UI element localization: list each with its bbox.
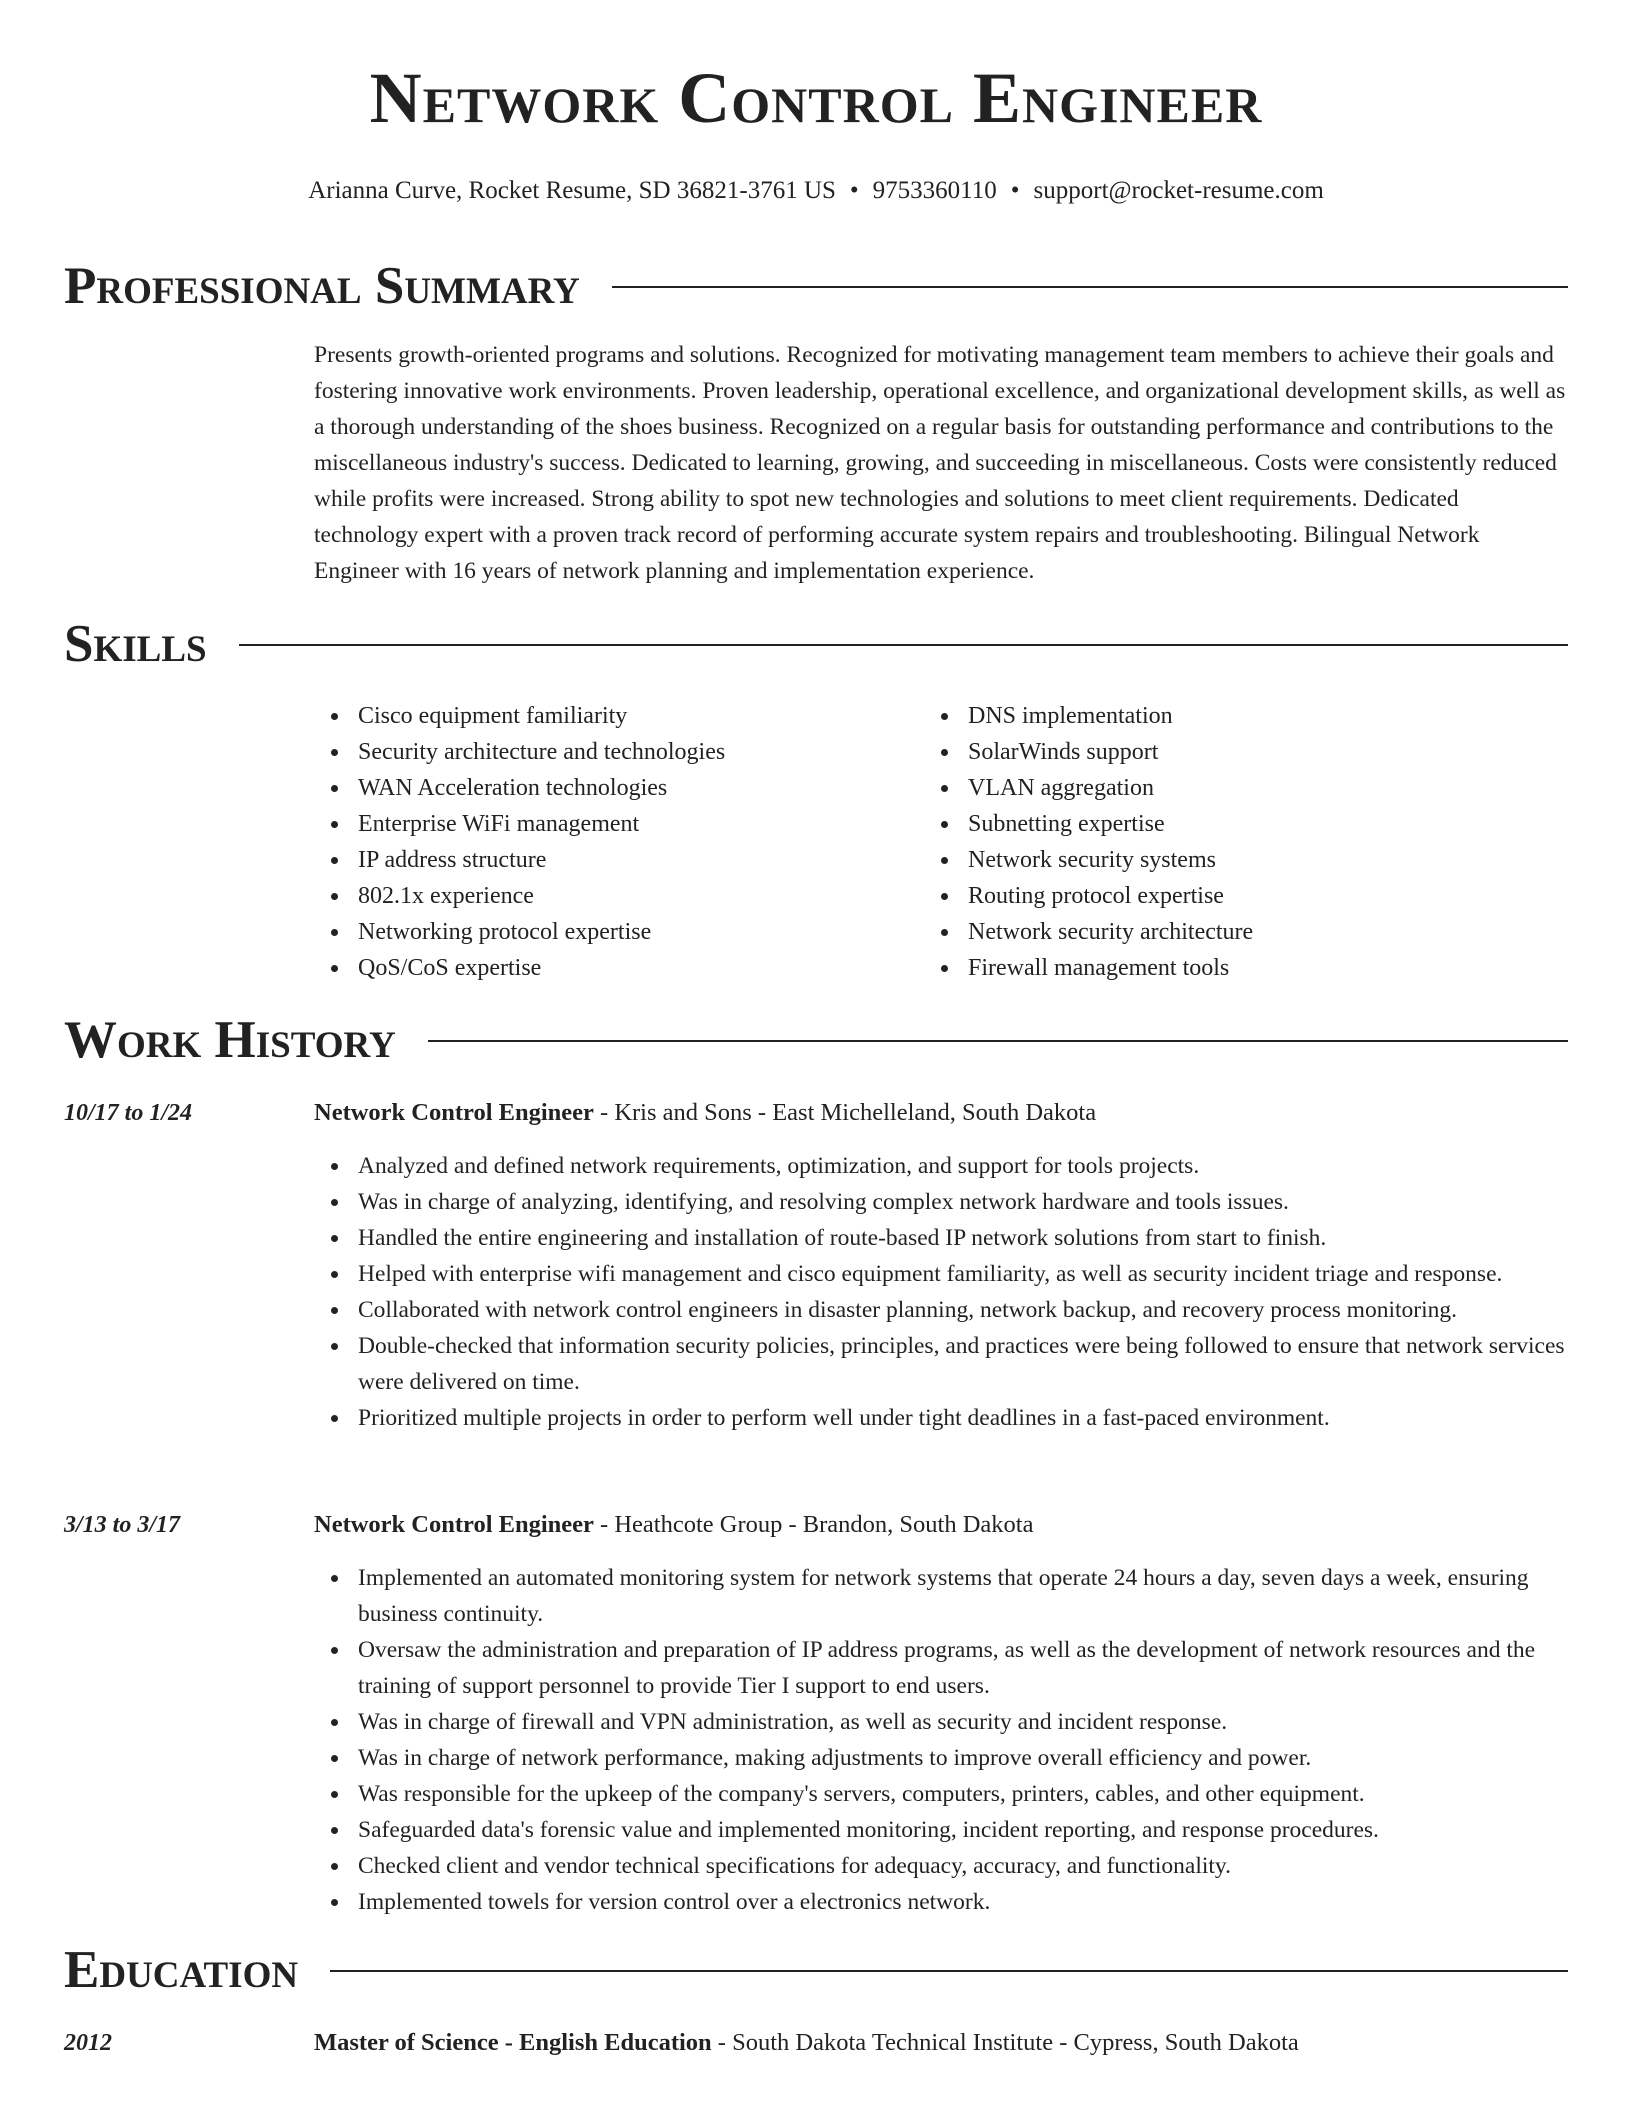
duty-item: Handled the entire engineering and installation of route-based IP network solutions from start to finish. [314, 1220, 1568, 1256]
skill-item: 802.1x experience [314, 878, 874, 914]
job-duties-list [314, 1148, 1568, 1436]
summary-section-header [64, 256, 1568, 316]
duty-item: Helped with enterprise wifi management and cisco equipment familiarity, as well as security incident triage and response. [314, 1256, 1568, 1292]
education-degree: Master of Science - English Education [314, 2029, 712, 2056]
job-heading [314, 1096, 1568, 1130]
section-divider [330, 1970, 1568, 1972]
duty-item: Analyzed and defined network requirements, optimization, and support for tools projects. [314, 1148, 1568, 1184]
duty-item: Oversaw the administration and preparation of IP address programs, as well as the development of network resources and the training of support personnel to provide Tier I support to end users. [314, 1632, 1568, 1704]
duty-item: Implemented an automated monitoring system for network systems that operate 24 hours a day, seven days a week, ensuring business continuity. [314, 1560, 1568, 1632]
duty-item: Was responsible for the upkeep of the company's servers, computers, printers, cables, and other equipment. [314, 1776, 1568, 1812]
duty-item: Was in charge of firewall and VPN administration, as well as security and incident response. [314, 1704, 1568, 1740]
skill-item: Firewall management tools [924, 950, 1484, 986]
skill-item: Subnetting expertise [924, 806, 1484, 842]
skills-section-title: Skills [64, 614, 207, 673]
summary-section-title: Professional Summary [64, 256, 580, 315]
summary-text: Presents growth-oriented programs and solutions. Recognized for motivating management team members to achieve their goals and fostering innovative work environments. Proven leadership, operational excellence, and organizational development skills, as well as a thorough understanding of the shoes business. Recognized on a regular basis for outstanding performance and contributions to the miscellaneous industry's success. Dedicated to learning, growing, and succeeding in miscellaneous. Costs were consistently reduced while profits were increased. Strong ability to spot new technologies and solutions to meet client requirements. Dedicated technology expert with a proven track record of performing accurate system repairs and troubleshooting. Bilingual Network Engineer with 16 years of network planning and implementation experience. [314, 342, 1566, 584]
skill-item: IP address structure [314, 842, 874, 878]
job-dates: 3/13 to 3/17 [64, 1512, 181, 1538]
skill-item: Routing protocol expertise [924, 878, 1484, 914]
section-divider [239, 644, 1568, 646]
skills-list-right [924, 698, 1484, 986]
contact-separator: • [1010, 177, 1020, 204]
section-divider [428, 1040, 1568, 1042]
skill-item: Networking protocol expertise [314, 914, 874, 950]
duty-item: Checked client and vendor technical specifications for adequacy, accuracy, and functionality. [314, 1848, 1568, 1884]
contact-separator: • [849, 177, 859, 204]
job-title: Network Control Engineer [314, 1099, 594, 1126]
duty-item: Double-checked that information security policies, principles, and practices were being followed to ensure that network services were delivered on time. [314, 1328, 1568, 1400]
job-heading [314, 1508, 1568, 1542]
skill-item: Network security architecture [924, 914, 1484, 950]
education-school: - South Dakota Technical Institute - Cypress, South Dakota [711, 2029, 1299, 2056]
skill-item: VLAN aggregation [924, 770, 1484, 806]
contact-address: Arianna Curve, Rocket Resume, SD 36821-3761 US [308, 177, 836, 204]
skills-list-left [314, 698, 874, 986]
skill-item: Security architecture and technologies [314, 734, 874, 770]
job-employer: - Heathcote Group - Brandon, South Dakota [593, 1511, 1034, 1538]
section-divider [612, 286, 1568, 288]
skill-item: DNS implementation [924, 698, 1484, 734]
skill-item: Enterprise WiFi management [314, 806, 874, 842]
skill-item: Cisco equipment familiarity [314, 698, 874, 734]
skill-item: QoS/CoS expertise [314, 950, 874, 986]
education-year: 2012 [64, 2030, 112, 2056]
skill-item: SolarWinds support [924, 734, 1484, 770]
contact-phone: 9753360110 [872, 177, 997, 204]
skills-section-header [64, 614, 1568, 674]
job-title: Network Control Engineer [314, 1511, 594, 1538]
duty-item: Was in charge of network performance, making adjustments to improve overall efficiency and power. [314, 1740, 1568, 1776]
duty-item: Collaborated with network control engineers in disaster planning, network backup, and recovery process monitoring. [314, 1292, 1568, 1328]
duty-item: Was in charge of analyzing, identifying, and resolving complex network hardware and tools issues. [314, 1184, 1568, 1220]
skill-item: Network security systems [924, 842, 1484, 878]
job-employer: - Kris and Sons - East Michelleland, South Dakota [593, 1099, 1097, 1126]
duty-item: Implemented towels for version control over a electronics network. [314, 1884, 1568, 1920]
education-entry [314, 2026, 1568, 2060]
contact-email: support@rocket-resume.com [1033, 177, 1324, 204]
job-dates: 10/17 to 1/24 [64, 1100, 193, 1126]
skill-item: WAN Acceleration technologies [314, 770, 874, 806]
duty-item: Safeguarded data's forensic value and implemented monitoring, incident reporting, and response procedures. [314, 1812, 1568, 1848]
contact-line [0, 176, 1632, 206]
job-duties-list [314, 1560, 1568, 1920]
resume-title: Network Control Engineer [369, 58, 1263, 138]
work-section-title: Work History [64, 1010, 396, 1069]
education-section-header [64, 1940, 1568, 2000]
duty-item: Prioritized multiple projects in order to perform well under tight deadlines in a fast-paced environment. [314, 1400, 1568, 1436]
education-section-title: Education [64, 1940, 299, 1999]
work-section-header [64, 1010, 1568, 1070]
